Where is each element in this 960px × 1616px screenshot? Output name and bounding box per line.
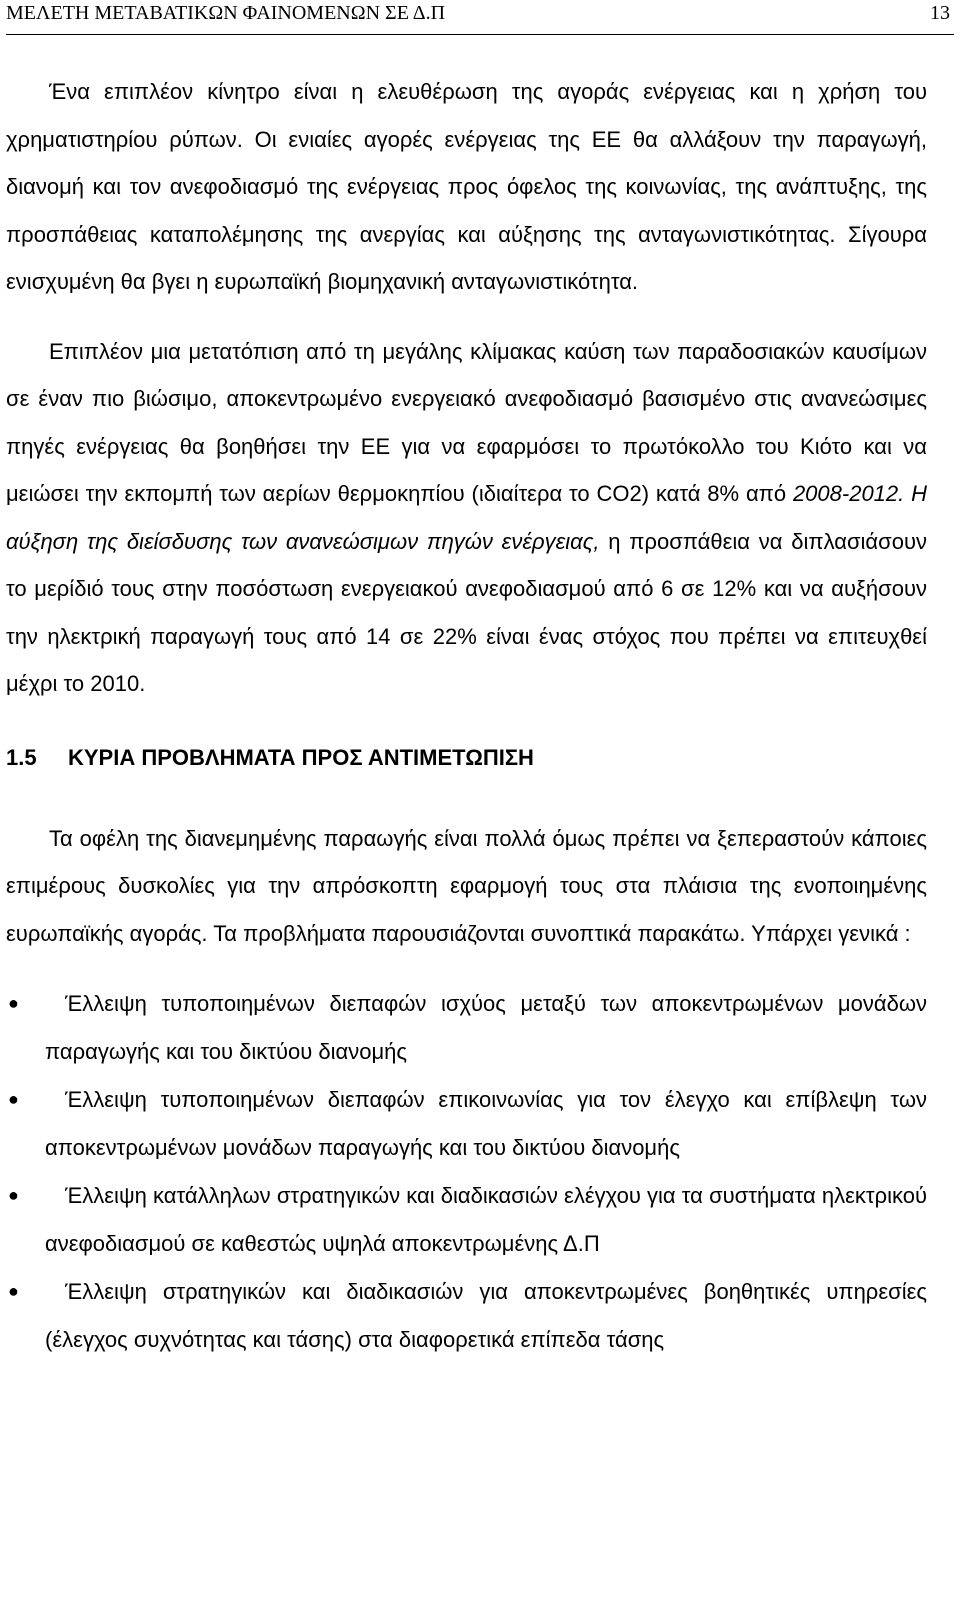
paragraph-problems-intro: Τα οφέλη της διανεμημένης παραωγής είναι πολλά όμως πρέπει να ξεπεραστούν κάποιες επιμέρους δυσκολίες για την απρόσκοπτη εφαρμογή τους στα πλάισια της ενοποιημένης ευρωπαϊκής αγοράς. Τα προβλήματα παρουσιάζονται συνοπτικά παρακάτω. Υπάρχει γενικά : [6, 825, 927, 946]
running-header [6, 0, 954, 35]
bullet-icon: ● [8, 1185, 19, 1205]
document-body [6, 68, 927, 1364]
bullet-icon: ● [8, 1089, 19, 1109]
list-item [6, 1268, 927, 1363]
paragraph-renewables-part2: η προσπάθεια να διπλασιάσουν το μερίδιό τους στην ποσόστωση ενεργειακού ανεφοδιασμού από 6 σε 12% και να αυξήσουν την ηλεκτρική παραγωγή τους από 14 σε 22% είναι ένας στόχος που πρέπει να επιτευχθεί μέχρι το 2010. [6, 528, 927, 696]
list-item [6, 1172, 927, 1267]
list-item-text: Έλλειψη τυποποιημένων διεπαφών επικοινωνίας για τον έλεγχο και επίβλεψη των αποκεντρωμένων μονάδων παραγωγής και του δικτύου διανομής [45, 1087, 927, 1160]
header-title: ΜΕΛΕΤΗ ΜΕΤΑΒΑΤΙΚΩΝ ΦΑΙΝΟΜΕΝΩΝ ΣΕ Δ.Π [6, 2, 446, 24]
section-title: ΚΥΡΙΑ ΠΡΟΒΛΗΜΑΤΑ ΠΡΟΣ ΑΝΤΙΜΕΤΩΠΙΣΗ [68, 744, 534, 770]
paragraph-renewables-italic: 2008-2012. Η αύξηση της διείσδυσης των ανανεώσιμων πηγών ενέργειας, [6, 481, 927, 554]
section-number: 1.5 [6, 744, 37, 770]
paragraph-renewables [6, 328, 927, 708]
bullet-icon: ● [8, 1281, 19, 1301]
bullet-icon: ● [8, 993, 19, 1013]
page-number: 13 [930, 2, 950, 24]
list-item-text: Έλλειψη τυποποιημένων διεπαφών ισχύος μεταξύ των αποκεντρωμένων μονάδων παραγωγής και του δικτύου διανομής [45, 991, 927, 1064]
paragraph-renewables-part1: Επιπλέον μια μετατόπιση από τη μεγάλης κλίμακας καύση των παραδοσιακών καυσίμων σε έναν πιο βιώσιμο, αποκεντρωμένο ενεργειακό ανεφοδιασμό βασισμένο στις ανανεώσιμες πηγές ενέργειας θα βοηθήσει την ΕΕ για να εφαρμόσει το πρωτόκολλο του Κιότο και να μειώσει την εκπομπή των αερίων θερμοκηπίου (ιδιαίτερα το CO2) κατά 8% από [6, 338, 927, 506]
paragraph-energy-market: Ένα επιπλέον κίνητρο είναι η ελευθέρωση της αγοράς ενέργειας και η χρήση του χρηματιστηρίου ρύπων. Οι ενιαίες αγορές ενέργειας της ΕΕ θα αλλάξουν την παραγωγή, διανομή και τον ανεφοδιασμό της ενέργειας προς όφελος της κοινωνίας, της ανάπτυξης, της προσπάθειας καταπολέμησης της ανεργίας και αύξησης της ανταγωνιστικότητας. Σίγουρα ενισχυμένη θα βγει η ευρωπαϊκή βιομηχανική ανταγωνιστικότητα. [6, 79, 927, 294]
section-heading [6, 734, 927, 781]
list-item [6, 980, 927, 1075]
list-item-text: Έλλειψη κατάλληλων στρατηγικών και διαδικασιών ελέγχου για τα συστήματα ηλεκτρικού ανεφοδιασμού σε καθεστώς υψηλά αποκεντρωμένης Δ.Π [45, 1183, 927, 1256]
list-item-text: Έλλειψη στρατηγικών και διαδικασιών για αποκεντρωμένες βοηθητικές υπηρεσίες (έλεγχος συχνότητας και τάσης) στα διαφορετικά επίπεδα τάσης [45, 1279, 927, 1352]
list-item [6, 1076, 927, 1171]
problems-list [6, 980, 927, 1363]
